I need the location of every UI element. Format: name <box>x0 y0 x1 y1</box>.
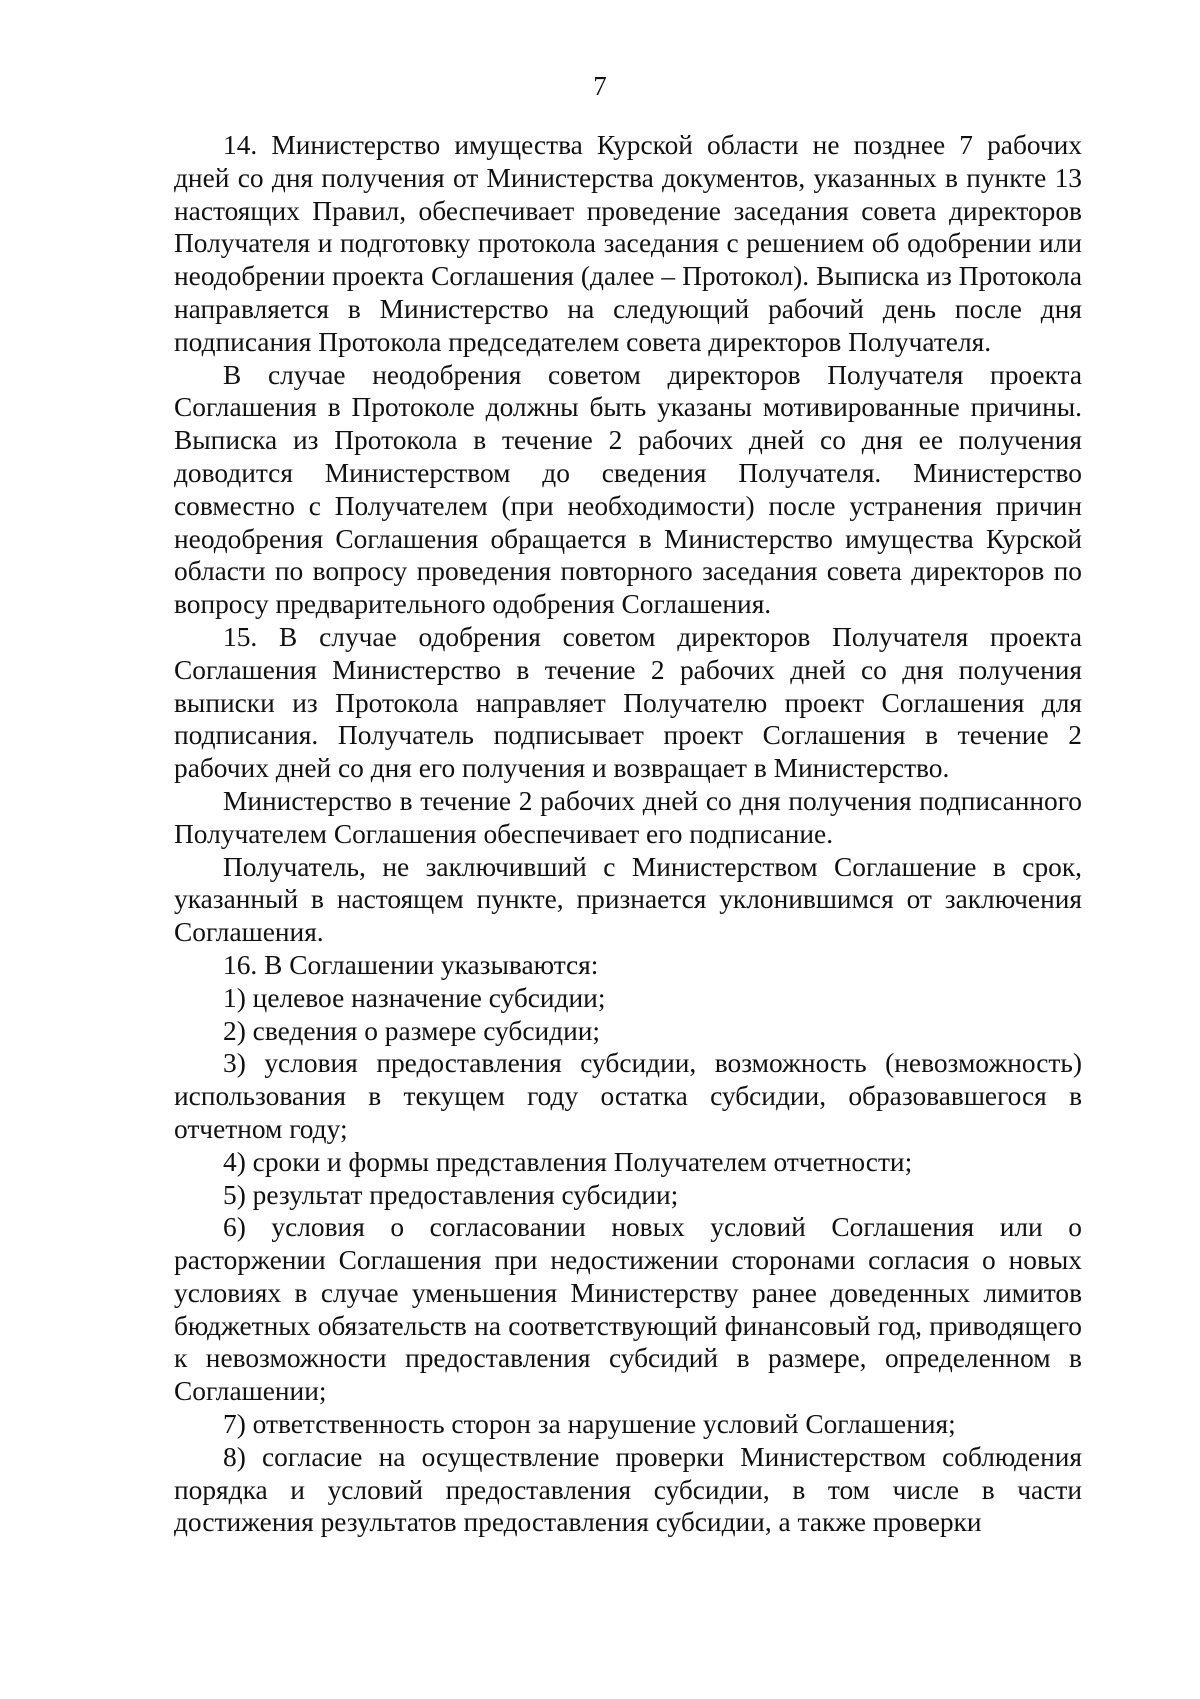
list-item-7: 7) ответственность сторон за нарушение условий Соглашения; <box>223 1409 956 1440</box>
paragraph-14-disapproval: В случае неодобрения советом директоров Получателя проекта Соглашения в Протоколе должны быть указаны мотивированные причины. Выписка из Протокола в течение 2 рабочих дней со дня ее получения доводится Министерством до сведения Получателя. Министерство совместно с Получателем (при необходимости) после устранения причин неодобрения Соглашения обращается в Министерство имущества Курской области по вопросу проведения повторного заседания совета директоров по вопросу предварительного одобрения Соглашения. <box>174 359 1082 620</box>
list-item-2: 2) сведения о размере субсидии; <box>223 1015 601 1046</box>
paragraph-15: 15. В случае одобрения советом директоров Получателя проекта Соглашения Министерство в течение 2 рабочих дней со дня получения выписки из Протокола направляет Получателю проект Соглашения для подписания. Получатель подписывает проект Соглашения в течение 2 рабочих дней со дня его получения и возвращает в Министерство. <box>174 621 1082 784</box>
list-item-1: 1) целевое назначение субсидии; <box>223 982 606 1013</box>
list-item-4: 4) сроки и формы представления Получателем отчетности; <box>223 1146 913 1177</box>
paragraph-16: 16. В Соглашении указываются: <box>223 949 599 980</box>
paragraph-15-signing: Министерство в течение 2 рабочих дней со дня получения подписанного Получателем Соглашения обеспечивает его подписание. <box>174 785 1082 849</box>
list-item-3: 3) условия предоставления субсидии, возможность (невозможность) использования в текущем году остатка субсидии, образовавшегося в отчетном году; <box>174 1048 1082 1144</box>
list-item-5: 5) результат предоставления субсидии; <box>223 1179 679 1210</box>
paragraph-15-evasion: Получатель, не заключивший с Министерством Соглашение в срок, указанный в настоящем пункте, признается уклонившимся от заключения Соглашения. <box>174 851 1082 948</box>
list-item-8: 8) согласие на осуществление проверки Министерством соблюдения порядка и условий предоставления субсидии, в том числе в части достижения результатов предоставления субсидии, а также проверки <box>174 1441 1082 1538</box>
list-item-6: 6) условия о согласовании новых условий Соглашения или о расторжении Соглашения при недостижении сторонами согласия о новых условиях в случае уменьшения Министерству ранее доведенных лимитов бюджетных обязательств на соответствующий финансовый год, приводящего к невозможности предоставления субсидий в размере, определенном в Соглашении; <box>174 1212 1082 1407</box>
document-body <box>174 129 1082 1539</box>
paragraph-14: 14. Министерство имущества Курской области не позднее 7 рабочих дней со дня получения от Министерства документов, указанных в пункте 13 настоящих Правил, обеспечивает проведение заседания совета директоров Получателя и подготовку протокола заседания с решением об одобрении или неодобрении проекта Соглашения (далее – Протокол). Выписка из Протокола направляется в Министерство на следующий рабочий день после дня подписания Протокола председателем совета директоров Получателя. <box>174 130 1082 357</box>
page-number: 7 <box>593 71 607 101</box>
